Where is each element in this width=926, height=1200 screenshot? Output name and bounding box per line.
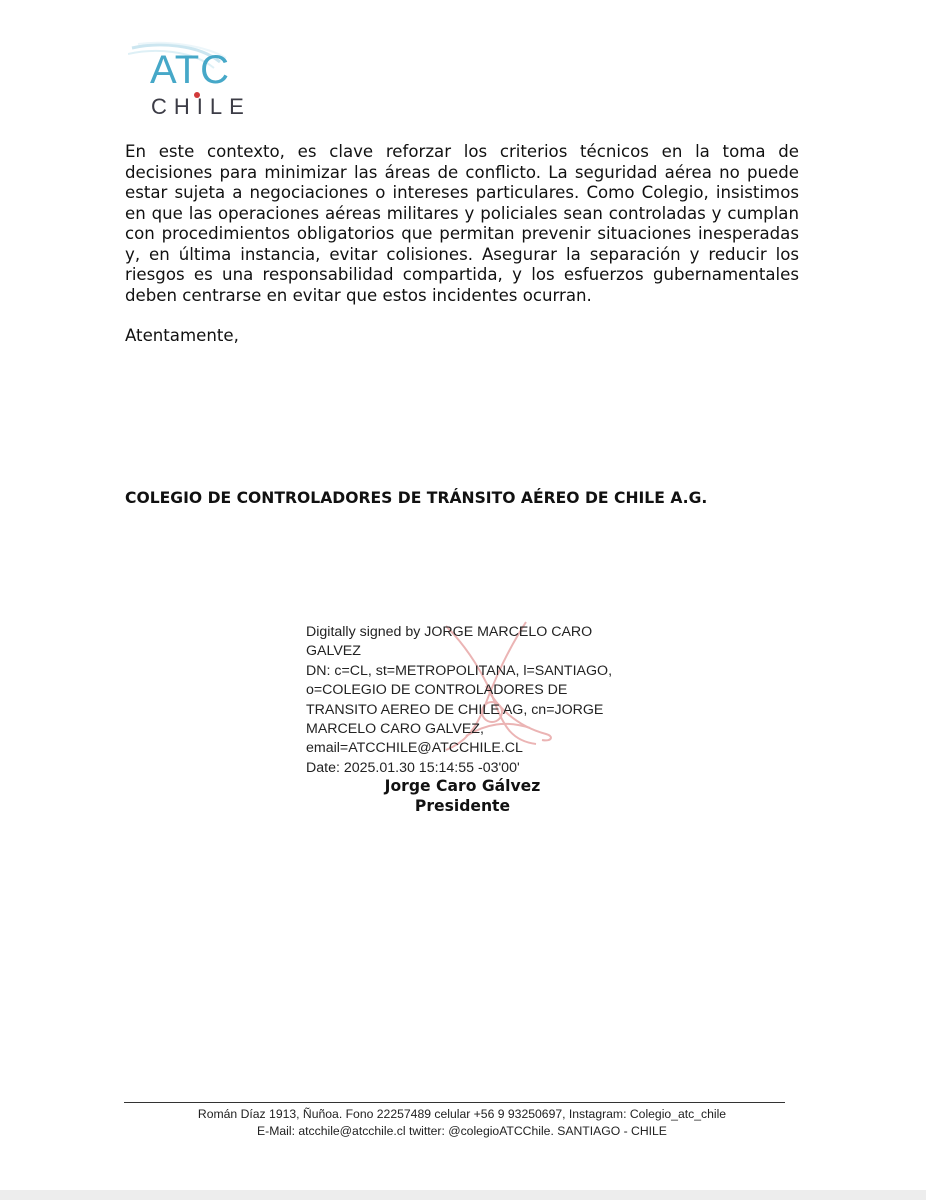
footer-contact: E-Mail: atcchile@atcchile.cl twitter: @colegioATCChile. SANTIAGO - CHILE bbox=[257, 1124, 667, 1138]
footer-address: Román Díaz 1913, Ñuñoa. Fono 22257489 celular +56 9 93250697, Instagram: Colegio_atc_chile bbox=[197, 1107, 727, 1121]
signature-line: o=COLEGIO DE CONTROLADORES DE bbox=[306, 682, 568, 699]
signature-line: MARCELO CARO GALVEZ, bbox=[306, 721, 484, 738]
signature-line: email=ATCCHILE@ATCCHILE.CL bbox=[306, 740, 523, 757]
footer bbox=[124, 1106, 800, 1140]
signature-line: GALVEZ bbox=[306, 643, 361, 660]
digital-signature-block bbox=[306, 623, 626, 778]
signature-line: TRANSITO AEREO DE CHILE AG, cn=JORGE bbox=[306, 701, 604, 718]
footer-divider bbox=[124, 1102, 785, 1103]
signature-line: DN: c=CL, st=METROPOLITANA, l=SANTIAGO, bbox=[306, 662, 613, 679]
closing-salutation: Atentamente, bbox=[125, 326, 239, 345]
signer-title: Presidente bbox=[414, 797, 511, 815]
signer-block bbox=[330, 776, 595, 816]
signature-line: Digitally signed by JORGE MARCELO CARO bbox=[306, 624, 593, 640]
signature-line: Date: 2025.01.30 15:14:55 -03'00' bbox=[306, 759, 520, 776]
organization-name: COLEGIO DE CONTROLADORES DE TRÁNSITO AÉREO DE CHILE A.G. bbox=[125, 489, 708, 507]
bottom-edge-strip bbox=[0, 1190, 926, 1200]
atc-chile-logo bbox=[128, 40, 258, 122]
logo-chile-text: CHILE bbox=[151, 94, 251, 119]
body-paragraph: En este contexto, es clave reforzar los criterios técnicos en la toma de decisiones para minimizar las áreas de conflicto. La seguridad aérea no puede estar sujeta a negociaciones o intereses particulares. Como Colegio, insistimos en que las operaciones aéreas militares y policiales sean controladas y cumplan con procedimientos obligatorios que permitan prevenir situaciones inesperadas y, en última instancia, evitar colisiones. Asegurar la separación y reducir los riesgos es una responsabilidad compartida, y los esfuerzos gubernamentales deben centrarse en evitar que estos incidentes ocurran. bbox=[125, 142, 799, 305]
signer-name: Jorge Caro Gálvez bbox=[384, 777, 541, 795]
logo-atc-text: ATC bbox=[150, 48, 231, 92]
